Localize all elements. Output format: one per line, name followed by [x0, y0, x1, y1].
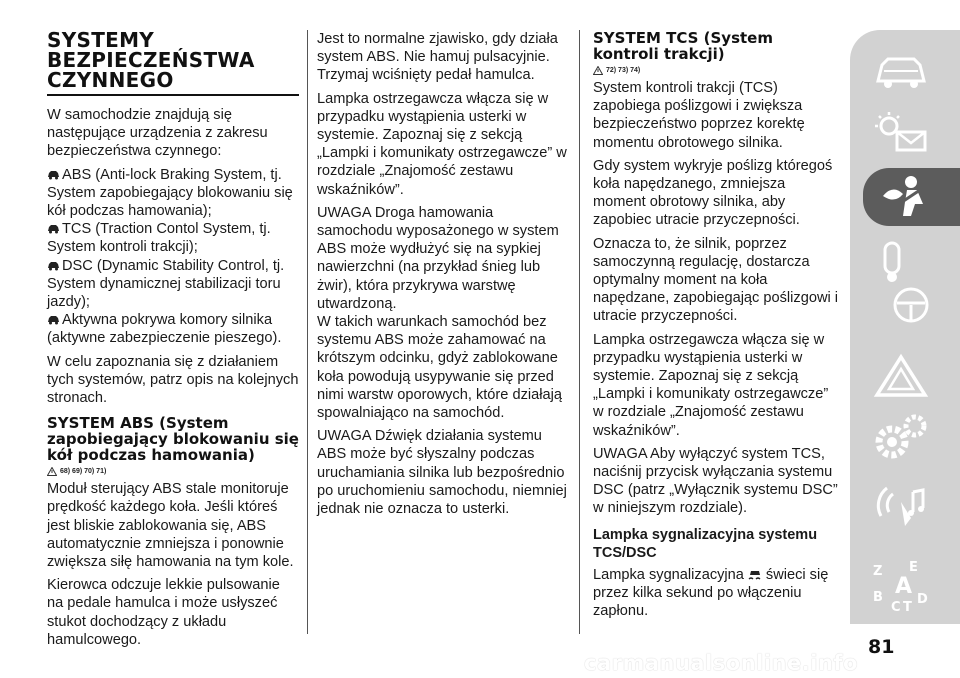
- paragraph: Jest to normalne zjawisko, gdy działa system ABS. Nie hamuj pulsacyjnie. Trzymaj wciśnięty pedał hamulca.: [317, 31, 558, 84]
- page-number: 81: [868, 636, 895, 658]
- watermark: carmanualsonline.info: [584, 651, 858, 675]
- abs-warning-refs: [47, 467, 299, 476]
- column-middle: [317, 30, 567, 523]
- info-paragraph: W celu zapoznania się z działaniem tych systemów, patrz opis na kolejnych stronach.: [47, 353, 299, 407]
- column-divider: [307, 30, 308, 634]
- lamp-text-before: Lampka sygnalizacyjna: [593, 566, 744, 583]
- paragraph: Lampka ostrzegawcza włącza się w przypadku wystąpienia usterki w systemie. Zapoznaj się z sekcją „Lampki i komunikaty ostrzegawcze” w rozdziale „Znajomość zestawu wskaźników”.: [317, 90, 567, 198]
- title-rule: [47, 94, 299, 96]
- paragraph: Oznacza to, że silnik, poprzez samoczynną regulację, dostarcza optymalny moment na koła napędzane, zapobiegając poślizgowi i utracie przyczepności.: [593, 235, 839, 325]
- svg-text:C: C: [890, 600, 901, 613]
- svg-text:B: B: [872, 590, 883, 605]
- tcs-warning-refs: [593, 66, 841, 75]
- paragraph: Gdy system wykryje poślizg któregoś koła napędzanego, zmniejsza moment obrotowy silnika, aby zapobiec utracie przyczepności.: [593, 157, 833, 229]
- svg-text:E: E: [908, 560, 918, 575]
- steering-wheel-icon: [871, 281, 931, 329]
- warning-triangle-icon: [871, 353, 931, 401]
- car-dashboard-icon: [872, 51, 930, 91]
- column-left: [47, 30, 299, 654]
- paragraph: W takich warunkach samochód bez systemu ABS może zahamować na krótszym odcinku, gdyż zablokowane koła powodują usypywanie się przed nimi warstw oporowych, które działają spowalniająco na samochód.: [317, 314, 562, 422]
- column-right: [593, 30, 841, 625]
- lamp-paragraph: [593, 566, 841, 621]
- abs-heading: SYSTEM ABS (System zapobiegający blokowaniu się kół podczas hamowania): [47, 414, 299, 465]
- abs-paragraph: Kierowca odczuje lekkie pulsowanie na pedale hamulca i może usłyszeć stukot dochodzący z układu hamulcowego.: [47, 577, 280, 648]
- title-line: SYSTEMY: [47, 28, 155, 52]
- paragraph: System kontroli trakcji (TCS) zapobiega poślizgowi i zwiększa bezpieczeństwo poprzez korektę momentu obrotowego silnika.: [593, 80, 805, 151]
- intro-paragraph: W samochodzie znajdują się następujące urządzenia z zakresu bezpieczeństwa czynnego:: [47, 107, 268, 160]
- abs-paragraph: Moduł sterujący ABS stale monitoruje prędkość każdego koła. Jeśli któreś jest bliskie zablokowania się, ABS automatycznie zmniejsza i ponownie zwiększa siłę hamowania na tym kole.: [47, 481, 294, 571]
- paragraph: UWAGA Aby wyłączyć system TCS, naciśnij przycisk wyłączania systemu DSC (patrz „Wyłącznik systemu DSC” w niniejszym rozdziale).: [593, 445, 838, 517]
- bullet-item: [47, 166, 299, 221]
- section-title: [47, 30, 299, 90]
- bullet-item: [47, 220, 299, 256]
- chapter-tab-warning-lights[interactable]: [863, 104, 938, 162]
- bullet-item: [47, 257, 299, 312]
- airbag-safety-icon: [877, 174, 937, 220]
- bullet-text: DSC (Dynamic Stability Control, tj. System dynamicznej stabilizacji toru jazdy);: [47, 257, 285, 311]
- chapter-tab-maintenance[interactable]: [863, 410, 938, 468]
- gears-icon: [870, 412, 932, 466]
- lamp-text-after: świeci się przez kilka sekund po włączeniu zapłonu.: [593, 566, 829, 620]
- column-divider: [579, 30, 580, 634]
- multimedia-icon: [871, 482, 931, 536]
- ref-numbers: 72) 73) 74): [606, 67, 641, 74]
- car-bullet-icon: [47, 314, 60, 325]
- tcs-dsc-lamp-icon: [746, 567, 764, 581]
- warning-triangle-icon: [593, 66, 603, 75]
- paragraph: UWAGA Dźwięk działania systemu ABS może być słyszalny podczas uruchamiania silnika lub bezpośrednio po uruchomieniu samochodu, niemniej jednak nie oznacza to usterki.: [317, 428, 567, 518]
- paragraph: UWAGA Droga hamowania samochodu wyposażonego w system ABS może wydłużyć się na sypkiej nawierzchni (na przykład śnieg lub żwir), która przykrywa warstwę utwardzoną.: [317, 204, 559, 312]
- title-line: BEZPIECZEŃSTWA: [47, 48, 255, 72]
- bullet-text: TCS (Traction Contol System, tj. System kontroli trakcji);: [47, 221, 271, 256]
- bullet-text: Aktywna pokrywa komory silnika (aktywne zabezpieczenie pieszego).: [47, 312, 282, 347]
- chapter-tab-driving[interactable]: [863, 276, 938, 334]
- chapter-tab-emergency[interactable]: [863, 348, 938, 406]
- tcs-heading: SYSTEM TCS (System kontroli trakcji): [593, 29, 773, 63]
- chapter-sidebar: [850, 30, 960, 624]
- car-bullet-icon: [47, 260, 60, 271]
- chapter-tab-multimedia[interactable]: [863, 480, 938, 538]
- warning-lights-icon: [871, 110, 931, 156]
- chapter-tab-index[interactable]: [863, 556, 938, 614]
- title-line: CZYNNEGO: [47, 68, 174, 92]
- ref-numbers: 68) 69) 70) 71): [60, 468, 107, 476]
- bullet-text: ABS (Anti-lock Braking System, tj. System zapobiegający blokowaniu się kół podczas hamowania);: [47, 166, 293, 220]
- svg-text:D: D: [916, 592, 928, 607]
- car-bullet-icon: [47, 223, 60, 234]
- svg-text:T: T: [902, 600, 912, 613]
- lamp-heading: Lampka sygnalizacyjna systemu TCS/DSC: [593, 526, 818, 561]
- paragraph: Lampka ostrzegawcza włącza się w przypadku wystąpienia usterki w systemie. Zapoznaj się z sekcją „Lampki i komunikaty ostrzegawcze” w rozdziale „Znajomość zestawu wskaźników”.: [593, 331, 829, 439]
- warning-triangle-icon: [47, 467, 57, 476]
- chapter-tab-safety[interactable]: [863, 168, 960, 226]
- chapter-tab-dashboard[interactable]: [863, 42, 938, 100]
- alphabet-index-icon: [869, 557, 933, 613]
- car-bullet-icon: [47, 169, 60, 180]
- bullet-item: [47, 311, 299, 347]
- svg-text:A: A: [894, 574, 912, 599]
- svg-text:Z: Z: [872, 564, 882, 579]
